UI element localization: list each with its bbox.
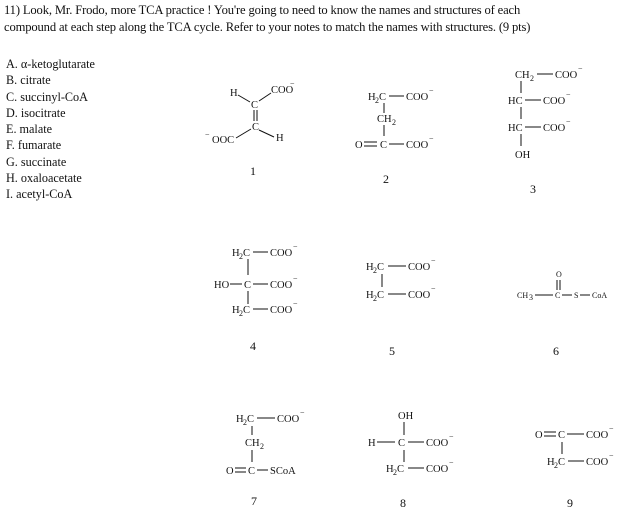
s5-coo-2: COO	[408, 290, 431, 301]
s7-o: O	[226, 466, 234, 477]
option-e: E. malate	[6, 122, 53, 137]
s9-number: 9	[567, 496, 573, 510]
s5-coo-2-charge: −	[431, 284, 436, 293]
s5-number: 5	[389, 344, 395, 358]
option-c: C. succinyl-CoA	[6, 89, 88, 104]
s4-c: C	[244, 280, 252, 291]
s8-c: C	[398, 438, 406, 449]
s3-number: 3	[530, 182, 536, 196]
option-g: G. succinate	[6, 154, 67, 169]
s1-h-top: H	[230, 88, 238, 99]
s5-h2c-bottom-sub: 2	[373, 294, 377, 303]
option-b: B. citrate	[6, 73, 51, 88]
s2-c: C	[380, 140, 388, 151]
s2-h2c-h: H	[368, 92, 376, 103]
s9-coo-1: COO	[586, 430, 609, 441]
s8-coo-1: COO	[426, 438, 449, 449]
s2-o: O	[355, 140, 363, 151]
s4-h2c-bottom-c: C	[243, 305, 251, 316]
s1-c-top: C	[251, 100, 259, 111]
s1-coo-top-charge: −	[290, 79, 295, 88]
s6-coa: CoA	[592, 291, 608, 300]
s1-ooc: OOC	[212, 135, 235, 146]
structure-7	[226, 408, 305, 508]
s7-h2c-c: C	[247, 414, 255, 425]
s6-ch3: CH	[517, 291, 529, 300]
s5-coo-1-charge: −	[431, 256, 436, 265]
s3-coo-3-charge: −	[566, 117, 571, 126]
s3-coo-1-charge: −	[578, 64, 583, 73]
s7-c: C	[248, 466, 256, 477]
s4-h2c-top-c: C	[243, 248, 251, 259]
s2-ch2: CH	[377, 114, 392, 125]
s1-bond	[238, 95, 250, 102]
s4-ho: HO	[214, 280, 230, 291]
s8-number: 8	[400, 496, 406, 510]
s8-h2c-c: C	[397, 464, 405, 475]
s4-coo-1-charge: −	[293, 242, 298, 251]
s9-coo-1-charge: −	[609, 424, 614, 433]
s2-coo-1: COO	[406, 92, 429, 103]
s8-h2c-h: H	[386, 464, 394, 475]
s9-coo-2: COO	[586, 457, 609, 468]
structure-1	[205, 79, 295, 178]
s4-h2c-bottom-sub: 2	[239, 309, 243, 318]
s8-coo-1-charge: −	[449, 432, 454, 441]
option-h: H. oxaloacetate	[6, 171, 82, 186]
s8-oh: OH	[398, 411, 414, 422]
s5-h2c-top-sub: 2	[373, 266, 377, 275]
s5-h2c-top-h: H	[366, 262, 374, 273]
s2-number: 2	[383, 172, 389, 186]
question-line-2: compound at each step along the TCA cycle. Refer to your notes to match the names with structures. (9 pts)	[4, 20, 531, 34]
s6-s: S	[574, 291, 579, 300]
s3-coo-2: COO	[543, 96, 566, 107]
structure-9	[535, 424, 614, 510]
s1-ooc-charge: −	[205, 130, 210, 139]
s2-coo-2: COO	[406, 140, 429, 151]
s1-bond	[259, 130, 274, 137]
structure-2	[355, 86, 434, 186]
s6-ch3-sub: 3	[529, 293, 533, 302]
s4-coo-1: COO	[270, 248, 293, 259]
s9-h2c-h: H	[547, 457, 555, 468]
s3-hc-1: HC	[508, 96, 523, 107]
s9-h2c-c: C	[558, 457, 566, 468]
s8-h2c-sub: 2	[393, 468, 397, 477]
s3-coo-1: COO	[555, 70, 578, 81]
s9-o: O	[535, 430, 543, 441]
s3-oh: OH	[515, 150, 531, 161]
s2-ch2-sub: 2	[392, 118, 396, 127]
s4-h2c-bottom-h: H	[232, 305, 240, 316]
structure-8	[368, 411, 454, 510]
s7-coo: COO	[277, 414, 300, 425]
s7-h2c-h: H	[236, 414, 244, 425]
s5-h2c-bottom-h: H	[366, 290, 374, 301]
s2-coo-1-charge: −	[429, 86, 434, 95]
s4-coo-2-charge: −	[293, 274, 298, 283]
s2-h2c-sub: 2	[375, 96, 379, 105]
s7-ch2: CH	[245, 438, 260, 449]
s9-h2c-sub: 2	[554, 461, 558, 470]
s5-coo-1: COO	[408, 262, 431, 273]
s7-h2c-sub: 2	[243, 418, 247, 427]
s3-coo-3: COO	[543, 123, 566, 134]
question-line-1: 11) Look, Mr. Frodo, more TCA practice ! You're going to need to know the names and structures of each	[4, 3, 521, 17]
option-d: D. isocitrate	[6, 105, 66, 120]
s5-h2c-bottom-c: C	[377, 290, 385, 301]
s1-bond	[259, 93, 271, 101]
s5-h2c-top-c: C	[377, 262, 385, 273]
s1-bond	[236, 129, 251, 138]
s7-ch2-sub: 2	[260, 442, 264, 451]
s4-h2c-top-sub: 2	[239, 252, 243, 261]
s4-coo-3-charge: −	[293, 299, 298, 308]
structure-3	[508, 64, 583, 196]
structure-4	[214, 242, 298, 353]
structure-6	[517, 270, 607, 358]
s3-coo-2-charge: −	[566, 90, 571, 99]
option-a: A. α-ketoglutarate	[6, 57, 95, 71]
s4-h2c-top-h: H	[232, 248, 240, 259]
s2-coo-2-charge: −	[429, 134, 434, 143]
s3-ch2-sub: 2	[530, 74, 534, 83]
s1-coo-top: COO	[271, 85, 294, 96]
option-i: I. acetyl-CoA	[6, 187, 73, 202]
s4-coo-3: COO	[270, 305, 293, 316]
s6-number: 6	[553, 344, 559, 358]
s6-o: O	[556, 270, 562, 279]
s1-c-bottom: C	[252, 122, 260, 133]
s3-hc-2: HC	[508, 123, 523, 134]
option-f: F. fumarate	[6, 138, 62, 153]
s7-number: 7	[251, 494, 257, 508]
s7-scoa: SCoA	[270, 466, 296, 477]
s3-ch2: CH	[515, 70, 530, 81]
s8-coo-2-charge: −	[449, 458, 454, 467]
s4-coo-2: COO	[270, 280, 293, 291]
s8-h: H	[368, 438, 376, 449]
s1-h-bottom: H	[276, 133, 284, 144]
s8-coo-2: COO	[426, 464, 449, 475]
s4-number: 4	[250, 339, 256, 353]
s6-c: C	[555, 291, 561, 300]
s7-coo-charge: −	[300, 408, 305, 417]
s9-coo-2-charge: −	[609, 451, 614, 460]
s1-number: 1	[250, 164, 256, 178]
s2-h2c-c: C	[379, 92, 387, 103]
structure-5	[366, 256, 436, 358]
s9-c: C	[558, 430, 566, 441]
